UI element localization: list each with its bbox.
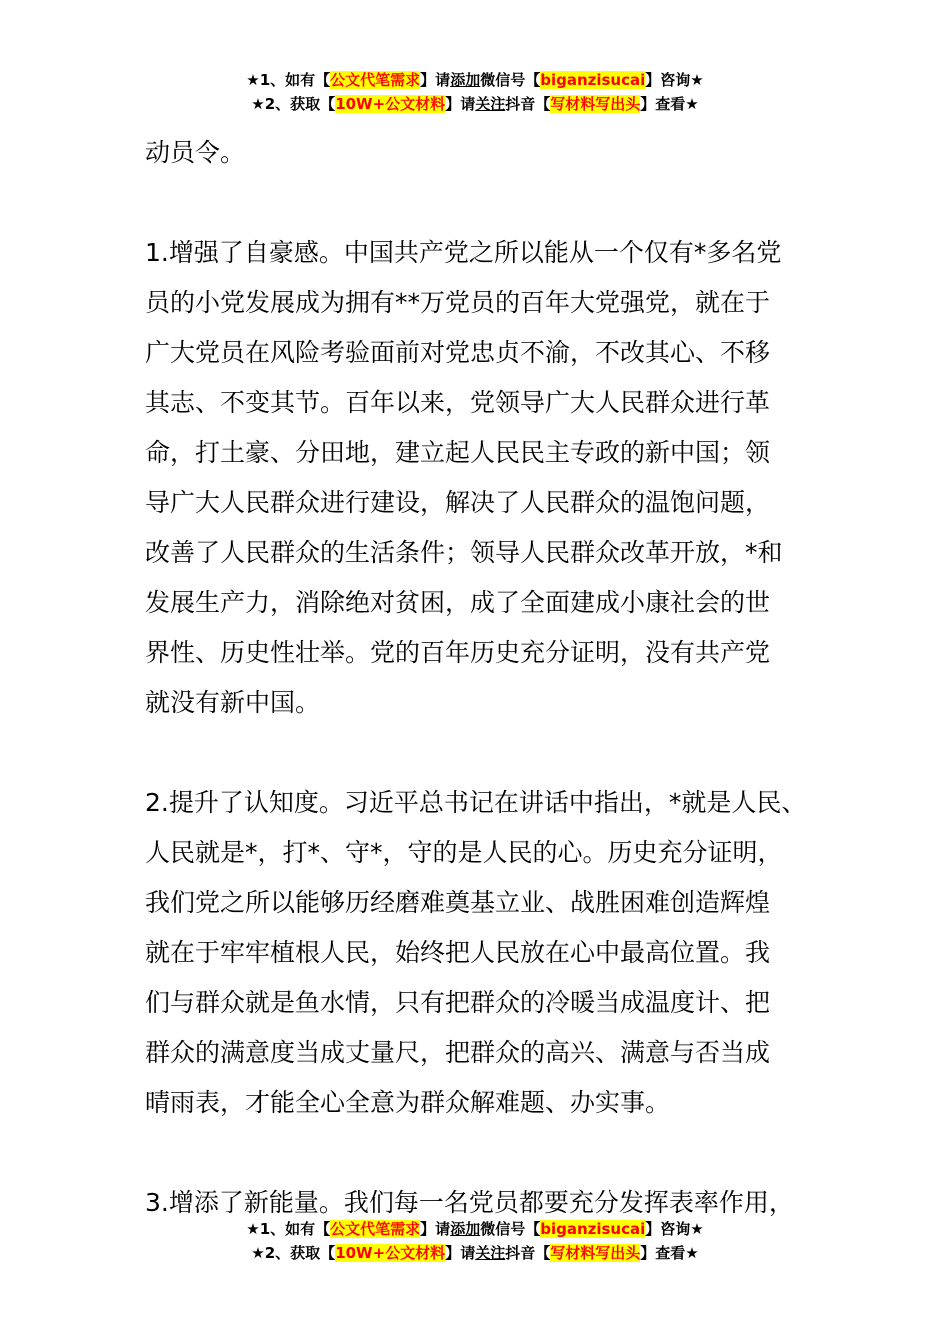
highlight-service: 公文代笔需求 [330, 1220, 421, 1238]
header-banner [0, 68, 950, 116]
highlight-wechat-id: biganzisucai [540, 71, 646, 89]
text-line: 广大党员在风险考验面前对党忠贞不渝，不改其心、不移 [145, 338, 771, 367]
banner-line-2: ★2、获取【10W+公文材料】请关注抖音【写材料写出头】查看★ [251, 1244, 699, 1262]
text-line: 改善了人民群众的生活条件；领导人民群众改革开放，*和 [145, 538, 783, 567]
text-line: 其志、不变其节。百年以来，党领导广大人民群众进行革 [145, 388, 771, 417]
text-line: 动员令。 [145, 138, 246, 167]
text-line: 我们党之所以能够历经磨难奠基立业、战胜困难创造辉煌 [145, 888, 771, 917]
text-line: 2.提升了认知度。习近平总书记在讲话中指出，*就是人民、 [145, 788, 807, 817]
highlight-service: 公文代笔需求 [330, 71, 421, 89]
text-line: 员的小党发展成为拥有**万党员的百年大党强党，就在于 [145, 288, 771, 317]
text-line: 命，打土豪、分田地，建立起人民民主专政的新中国；领 [145, 438, 771, 467]
text-line: 界性、历史性壮举。党的百年历史充分证明，没有共产党 [145, 638, 771, 667]
highlight-douyin: 写材料写出头 [550, 1244, 641, 1262]
highlight-materials: 10W+公文材料 [335, 1244, 446, 1262]
footer-banner [0, 1217, 950, 1265]
text-line: 发展生产力，消除绝对贫困，成了全面建成小康社会的世 [145, 588, 771, 617]
paragraph-gap [145, 728, 825, 778]
text-line: 1.增强了自豪感。中国共产党之所以能从一个仅有*多名党 [145, 238, 782, 267]
paragraph-gap [145, 1128, 825, 1178]
text-line: 就没有新中国。 [145, 688, 321, 717]
highlight-douyin: 写材料写出头 [550, 95, 641, 113]
document-body [145, 128, 825, 1228]
paragraph-gap [145, 178, 825, 228]
text-line: 晴雨表，才能全心全意为群众解难题、办实事。 [145, 1088, 671, 1117]
banner-line-1: ★1、如有【公文代笔需求】请添加微信号【biganzisucai】咨询★ [246, 71, 704, 89]
text-line: 群众的满意度当成丈量尺，把群众的高兴、满意与否当成 [145, 1038, 771, 1067]
text-line: 就在于牢牢植根人民，始终把人民放在心中最高位置。我 [145, 938, 771, 967]
banner-line-2: ★2、获取【10W+公文材料】请关注抖音【写材料写出头】查看★ [251, 95, 699, 113]
text-line: 人民就是*，打*、守*，守的是人民的心。历史充分证明， [145, 838, 783, 867]
text-line: 们与群众就是鱼水情，只有把群众的冷暖当成温度计、把 [145, 988, 771, 1017]
text-line: 3.增添了新能量。我们每一名党员都要充分发挥表率作用， [145, 1188, 794, 1217]
banner-line-1: ★1、如有【公文代笔需求】请添加微信号【biganzisucai】咨询★ [246, 1220, 704, 1238]
highlight-materials: 10W+公文材料 [335, 95, 446, 113]
highlight-wechat-id: biganzisucai [540, 1220, 646, 1238]
text-line: 导广大人民群众进行建设，解决了人民群众的温饱问题， [145, 488, 771, 517]
